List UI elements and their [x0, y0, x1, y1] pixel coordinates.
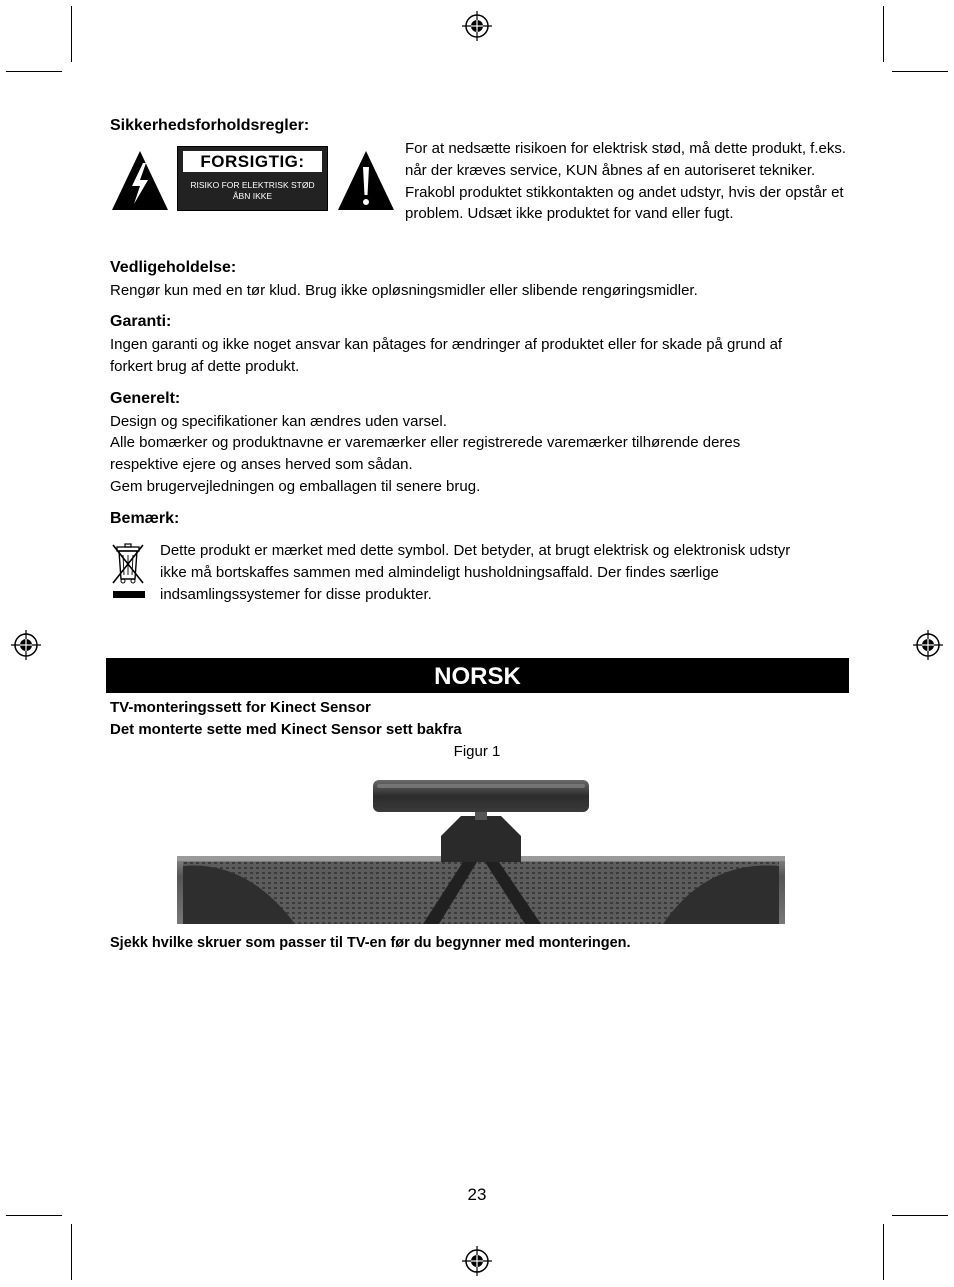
note-line: ikke må bortskaffes sammen med almindeligt husholdningsaffald. Der findes særlige	[160, 564, 719, 581]
weee-bin-icon	[108, 541, 148, 603]
crop-mark	[6, 71, 62, 72]
lightning-warning-icon	[110, 149, 170, 212]
safety-heading: Sikkerhedsforholdsregler:	[110, 117, 310, 134]
caution-label-line2: ÅBN IKKE	[232, 191, 273, 201]
general-line: respektive ejere og anses herved som sådan.	[110, 456, 413, 473]
general-heading: Generelt:	[110, 390, 181, 407]
maintenance-text: Rengør kun med en tør klud. Brug ikke opløsningsmidler eller slibende rengøringsmidler.	[110, 282, 698, 299]
registration-mark-icon	[912, 629, 944, 661]
mounting-instruction: Sjekk hvilke skruer som passer til TV-en før du begynner med monteringen.	[110, 935, 631, 951]
caution-label-title: FORSIGTIG:	[183, 151, 322, 172]
warranty-heading: Garanti:	[110, 313, 172, 330]
note-heading: Bemærk:	[110, 510, 180, 527]
crop-mark	[71, 6, 72, 62]
safety-text: For at nedsætte risikoen for elektrisk stød, må dette produkt, f.eks. når der kræves service, KUN åbnes af en autoriseret tekniker. Frakobl produktet stikkontakten og andet udstyr, hvis der opstår et problem. Udsæt ikke produktet for vand eller fugt.	[405, 140, 847, 223]
maintenance-heading: Vedligeholdelse:	[110, 259, 237, 276]
general-line: Gem brugervejledningen og emballagen til senere brug.	[110, 478, 481, 495]
caution-label-line1: RISIKO FOR ELEKTRISK STØD	[190, 180, 315, 190]
caution-label-box	[177, 146, 328, 211]
crop-mark	[883, 6, 884, 62]
product-photo	[177, 776, 785, 924]
registration-mark-icon	[461, 10, 493, 42]
note-line: indsamlingssystemer for disse produkter.	[160, 586, 432, 603]
figure-caption: Figur 1	[453, 743, 501, 760]
general-line: Design og specifikationer kan ændres uden varsel.	[110, 413, 447, 430]
crop-mark	[71, 1224, 72, 1280]
crop-mark	[892, 1215, 948, 1216]
crop-mark	[892, 71, 948, 72]
note-line: Dette produkt er mærket med dette symbol. Det betyder, at brugt elektrisk og elektronisk udstyr	[160, 542, 791, 559]
norsk-subtitle: Det monterte sette med Kinect Sensor sett bakfra	[110, 721, 462, 738]
general-line: Alle bomærker og produktnavne er varemærker eller registrerede varemærker tilhørende deres	[110, 434, 741, 451]
exclamation-warning-icon	[336, 149, 396, 212]
warranty-line: forkert brug af dette produkt.	[110, 358, 300, 375]
crop-mark	[6, 1215, 62, 1216]
page-number: 23	[467, 1185, 487, 1204]
warranty-line: Ingen garanti og ikke noget ansvar kan påtages for ændringer af produktet eller for skade på grund af	[110, 336, 783, 353]
registration-mark-icon	[10, 629, 42, 661]
crop-mark	[883, 1224, 884, 1280]
registration-mark-icon	[461, 1245, 493, 1277]
language-banner: NORSK	[106, 658, 849, 693]
norsk-subtitle: TV-monteringssett for Kinect Sensor	[110, 699, 371, 716]
